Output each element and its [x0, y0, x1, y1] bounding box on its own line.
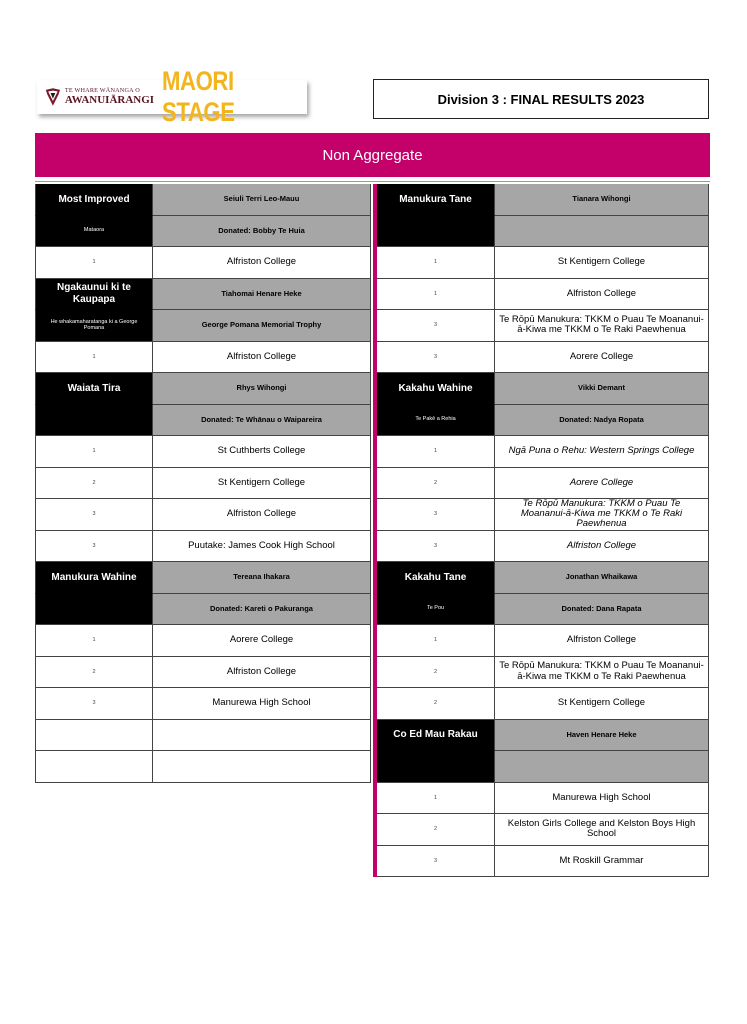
category-name: Waiata Tira: [35, 373, 153, 405]
category-name: Kakahu Tane: [377, 562, 495, 594]
judge-name: Tianara Wihongi: [495, 184, 709, 216]
category-name: Most Improved: [35, 184, 153, 216]
empty-cell: [35, 720, 153, 752]
school: Aorere College: [495, 468, 709, 500]
category-sub-row: [377, 405, 709, 437]
right-column: [373, 184, 709, 877]
school: Alfriston College: [153, 499, 371, 531]
school: Te Rōpū Manukura: TKKM o Puau Te Moananui-ā-Kiwa me TKKM o Te Raki Paewhenua: [495, 499, 709, 531]
category-subtitle: Te Pakē a Rehia: [377, 405, 495, 437]
place: 1: [377, 783, 495, 815]
category-sub-row: [35, 594, 371, 626]
result-row: [35, 436, 371, 468]
category-sub-row: [377, 216, 709, 248]
judge-name: Haven Henare Heke: [495, 720, 709, 752]
category-sub-row: [377, 594, 709, 626]
logo-text: [65, 88, 154, 106]
place: 1: [377, 247, 495, 279]
place: 3: [377, 310, 495, 342]
judge-name: Rhys Wihongi: [153, 373, 371, 405]
school: Aorere College: [153, 625, 371, 657]
section-banner: Non Aggregate: [35, 133, 710, 177]
place: 2: [377, 468, 495, 500]
result-row: [377, 625, 709, 657]
result-row: [35, 531, 371, 563]
donor: Donated: Bobby Te Huia: [153, 216, 371, 248]
result-row: [377, 531, 709, 563]
result-row: [377, 468, 709, 500]
logo-line1: TE WHARE WĀNANGA O: [64, 86, 140, 94]
place: 3: [35, 531, 153, 563]
left-column: [35, 184, 371, 783]
category-sub-row: [377, 751, 709, 783]
place: 3: [377, 846, 495, 878]
category-sub-row: [35, 405, 371, 437]
banner-divider: [35, 177, 710, 182]
school: Ngā Puna o Rehu: Western Springs College: [495, 436, 709, 468]
school: Alfriston College: [495, 531, 709, 563]
result-row: [377, 436, 709, 468]
judge-name: Tereana Ihakara: [153, 562, 371, 594]
category-name: Kakahu Wahine: [377, 373, 495, 405]
category-sub-row: [35, 310, 371, 342]
result-row: [377, 846, 709, 878]
place: 3: [35, 688, 153, 720]
empty-cell: [153, 751, 371, 783]
category-header-row: [377, 184, 709, 216]
category-header-row: [377, 562, 709, 594]
result-row: [377, 310, 709, 342]
category-subtitle: Te Pou: [377, 594, 495, 626]
result-row: [35, 625, 371, 657]
empty-cell: [35, 751, 153, 783]
category-name: Manukura Tane: [377, 184, 495, 216]
category-header-row: [377, 373, 709, 405]
place: 1: [35, 625, 153, 657]
school: Te Rōpū Manukura: TKKM o Puau Te Moananui-ā-Kiwa me TKKM o Te Raki Paewhenua: [495, 310, 709, 342]
school: St Kentigern College: [495, 247, 709, 279]
category-name: Co Ed Mau Rakau: [377, 720, 495, 752]
school: Alfriston College: [153, 247, 371, 279]
category-header-row: [35, 562, 371, 594]
place: 1: [35, 247, 153, 279]
school: St Cuthberts College: [153, 436, 371, 468]
category-name: Manukura Wahine: [35, 562, 153, 594]
result-row: [35, 342, 371, 374]
donor: Donated: Te Whānau o Waipareira: [153, 405, 371, 437]
donor: Donated: Kareti o Pakuranga: [153, 594, 371, 626]
result-row: [377, 279, 709, 311]
donor: [495, 216, 709, 248]
category-header-row: [35, 184, 371, 216]
place: 2: [35, 657, 153, 689]
judge-name: Seiuli Terri Leo-Mauu: [153, 184, 371, 216]
judge-name: Jonathan Whaikawa: [495, 562, 709, 594]
school: Manurewa High School: [495, 783, 709, 815]
place: 3: [377, 342, 495, 374]
donor: [495, 751, 709, 783]
result-row: [35, 657, 371, 689]
donor: Donated: Dana Rapata: [495, 594, 709, 626]
result-row: [377, 814, 709, 846]
result-row: [35, 499, 371, 531]
logo: [37, 66, 307, 127]
donor: Donated: Nadya Ropata: [495, 405, 709, 437]
school: Manurewa High School: [153, 688, 371, 720]
place: 1: [35, 436, 153, 468]
category-subtitle: He whakamaharatanga ki a George Pomana: [35, 310, 153, 342]
place: 1: [35, 342, 153, 374]
place: 2: [377, 657, 495, 689]
school: Mt Roskill Grammar: [495, 846, 709, 878]
donor: George Pomana Memorial Trophy: [153, 310, 371, 342]
category-header-row: [377, 720, 709, 752]
school: St Kentigern College: [153, 468, 371, 500]
category-header-row: [35, 373, 371, 405]
result-row: [377, 247, 709, 279]
empty-cell: [153, 720, 371, 752]
empty-row: [35, 720, 371, 752]
place: 3: [377, 499, 495, 531]
place: 2: [35, 468, 153, 500]
school: Kelston Girls College and Kelston Boys High School: [495, 814, 709, 846]
judge-name: Vikki Demant: [495, 373, 709, 405]
place: 3: [377, 531, 495, 563]
result-row: [377, 342, 709, 374]
result-row: [35, 688, 371, 720]
result-row: [35, 247, 371, 279]
school: Alfriston College: [153, 657, 371, 689]
school: St Kentigern College: [495, 688, 709, 720]
logo-stage-title: MAORI STAGE: [162, 66, 235, 127]
category-sub-row: [35, 216, 371, 248]
category-subtitle: [377, 751, 495, 783]
place: 1: [377, 436, 495, 468]
result-row: [377, 688, 709, 720]
school: Te Rōpū Manukura: TKKM o Puau Te Moananui-ā-Kiwa me TKKM o Te Raki Paewhenua: [495, 657, 709, 689]
school: Alfriston College: [495, 279, 709, 311]
category-subtitle: [35, 405, 153, 437]
category-subtitle: [35, 594, 153, 626]
category-subtitle: Mataora: [35, 216, 153, 248]
result-row: [35, 468, 371, 500]
category-header-row: [35, 279, 371, 311]
result-row: [377, 783, 709, 815]
category-subtitle: [377, 216, 495, 248]
result-row: [377, 657, 709, 689]
logo-line2: AWANUIĀRANGI: [64, 94, 155, 107]
result-row: [377, 499, 709, 531]
place: 1: [377, 625, 495, 657]
place: 1: [377, 279, 495, 311]
awanuiarangi-emblem-icon: [45, 85, 61, 109]
place: 2: [377, 814, 495, 846]
school: Aorere College: [495, 342, 709, 374]
school: Alfriston College: [495, 625, 709, 657]
school: Puutake: James Cook High School: [153, 531, 371, 563]
empty-row: [35, 751, 371, 783]
category-name: Ngakaunui ki te Kaupapa: [35, 279, 153, 311]
place: 2: [377, 688, 495, 720]
judge-name: Tiahomai Henare Heke: [153, 279, 371, 311]
school: Alfriston College: [153, 342, 371, 374]
page-title: Division 3 : FINAL RESULTS 2023: [373, 79, 709, 119]
place: 3: [35, 499, 153, 531]
